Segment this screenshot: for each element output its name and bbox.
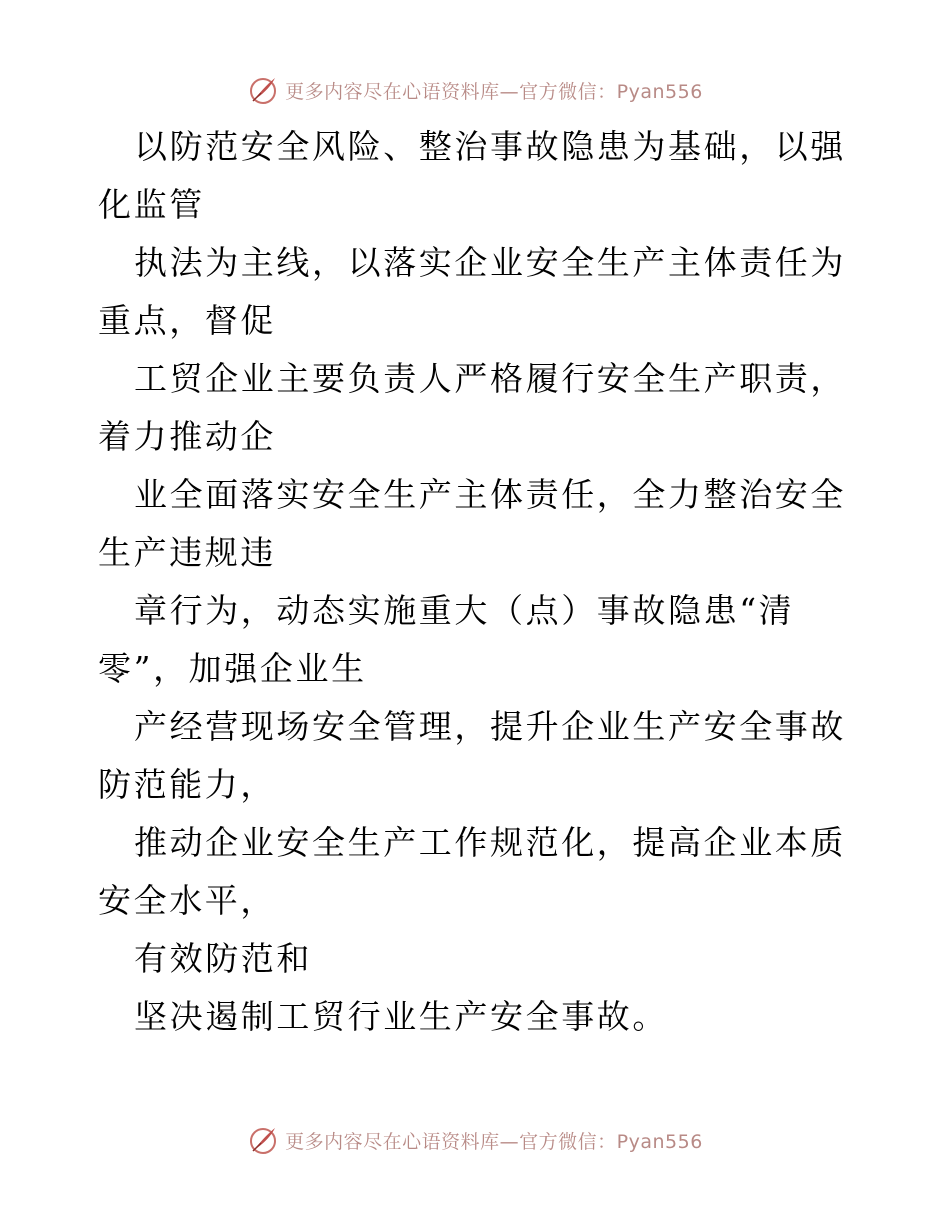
paragraph: 以防范安全风险、整治事故隐患为基础，以强化监管 [98, 127, 846, 224]
paragraph: 产经营现场安全管理，提升企业生产安全事故防范能力， [98, 707, 846, 804]
paragraph: 有效防范和 [134, 939, 312, 978]
paragraph: 推动企业安全生产工作规范化，提高企业本质安全水平， [98, 823, 846, 920]
header-watermark [0, 70, 950, 110]
paragraph: 坚决遏制工贸行业生产安全事故。 [134, 997, 668, 1036]
paragraph: 工贸企业主要负责人严格履行安全生产职责，着力推动企 [98, 359, 846, 456]
footer-watermark [0, 1120, 950, 1160]
paragraph: 业全面落实安全生产主体责任，全力整治安全生产违规违 [98, 475, 846, 572]
watermark-text: 更多内容尽在心语资料库—官方微信：Pyan556 [285, 1130, 703, 1153]
paragraph: 执法为主线，以落实企业安全生产主体责任为重点，督促 [98, 243, 846, 340]
watermark-text: 更多内容尽在心语资料库—官方微信：Pyan556 [285, 80, 703, 103]
document-body [98, 118, 858, 1046]
feather-quill-icon [247, 74, 279, 106]
feather-quill-icon [247, 1124, 279, 1156]
paragraph: 章行为，动态实施重大（点）事故隐患“清零”，加强企业生 [98, 591, 795, 688]
